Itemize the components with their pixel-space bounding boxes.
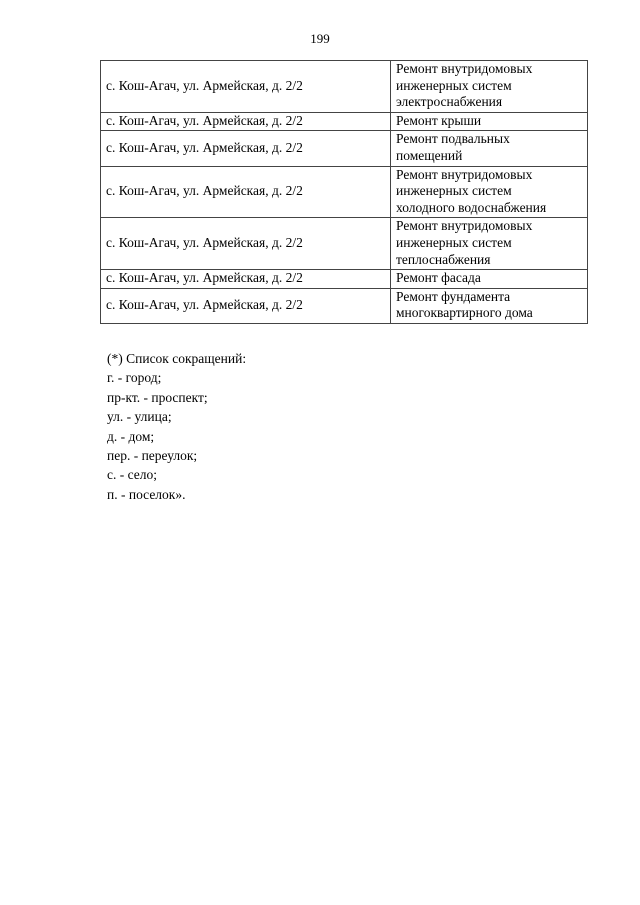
- work-type-line: многоквартирного дома: [396, 305, 533, 321]
- work-type-line: помещений: [396, 147, 463, 163]
- work-type-cell: [391, 112, 588, 131]
- abbreviation-item: г. - город;: [107, 370, 162, 386]
- address-cell: с. Кош-Агач, ул. Армейская, д. 2/2: [101, 288, 391, 323]
- work-type-line: Ремонт подвальных: [396, 131, 510, 147]
- abbreviation-item: п. - поселок».: [107, 486, 186, 502]
- table-row: [101, 288, 588, 323]
- address-cell: с. Кош-Агач, ул. Армейская, д. 2/2: [101, 61, 391, 113]
- repair-works-table-body: [101, 61, 588, 324]
- work-type-cell: [391, 131, 588, 166]
- work-type-line: инженерных систем: [396, 77, 512, 93]
- page-number: 199: [310, 31, 330, 46]
- work-type-line: теплоснабжения: [396, 251, 491, 267]
- repair-works-table: [100, 60, 588, 324]
- table-row: [101, 218, 588, 270]
- work-type-cell: [391, 61, 588, 113]
- table-row: [101, 61, 588, 113]
- abbreviations-list: [107, 349, 246, 504]
- work-type-cell: [391, 218, 588, 270]
- address-cell: с. Кош-Агач, ул. Армейская, д. 2/2: [101, 131, 391, 166]
- work-type-cell: [391, 288, 588, 323]
- address-cell: с. Кош-Агач, ул. Армейская, д. 2/2: [101, 270, 391, 289]
- address-cell: с. Кош-Агач, ул. Армейская, д. 2/2: [101, 218, 391, 270]
- abbreviations-title: (*) Список сокращений:: [107, 351, 247, 366]
- work-type-cell: [391, 270, 588, 289]
- work-type-line: инженерных систем: [396, 183, 512, 199]
- table-row: [101, 270, 588, 289]
- work-type-line: Ремонт внутридомовых: [396, 61, 533, 76]
- abbreviation-item: пр-кт. - проспект;: [107, 389, 208, 405]
- work-type-cell: [391, 166, 588, 218]
- address-cell: с. Кош-Агач, ул. Армейская, д. 2/2: [101, 166, 391, 218]
- abbreviation-item: пер. - переулок;: [107, 448, 198, 464]
- table-row: [101, 112, 588, 131]
- work-type-line: Ремонт фасада: [396, 270, 481, 286]
- work-type-line: Ремонт фундамента: [396, 288, 511, 304]
- work-type-line: Ремонт внутридомовых: [396, 218, 533, 234]
- table-row: [101, 166, 588, 218]
- abbreviation-item: с. - село;: [107, 467, 157, 483]
- work-type-line: электроснабжения: [396, 94, 503, 110]
- work-type-line: Ремонт крыши: [396, 112, 482, 128]
- address-cell: с. Кош-Агач, ул. Армейская, д. 2/2: [101, 112, 391, 131]
- table-row: [101, 131, 588, 166]
- abbreviation-item: ул. - улица;: [107, 409, 172, 425]
- work-type-line: Ремонт внутридомовых: [396, 166, 533, 182]
- work-type-line: инженерных систем: [396, 234, 512, 250]
- work-type-line: холодного водоснабжения: [396, 199, 547, 215]
- abbreviation-item: д. - дом;: [107, 428, 155, 444]
